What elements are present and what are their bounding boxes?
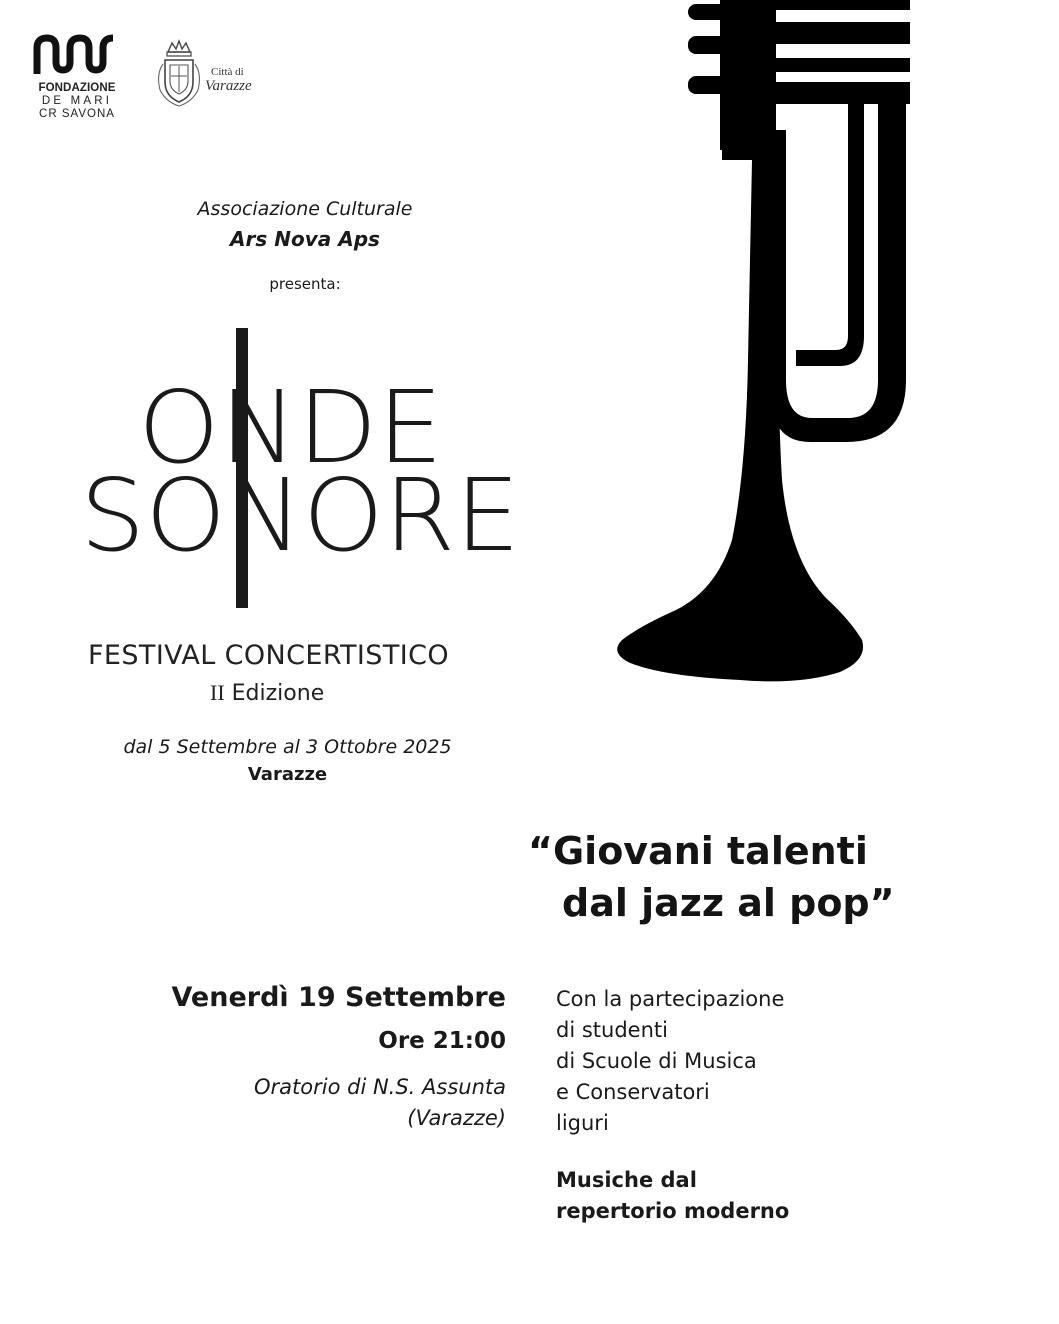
festival-dates: dal 5 Settembre al 3 Ottobre 2025 [123, 736, 452, 758]
edition-word: Edizione [231, 681, 325, 706]
repertoire-line: Musiche dal [556, 1168, 697, 1192]
association-label: Associazione Culturale [197, 198, 413, 220]
festival-edition [210, 680, 324, 706]
participation-line: liguri [556, 1111, 609, 1135]
varazze-crest-icon [154, 38, 204, 110]
association-name: Ars Nova Aps [230, 227, 380, 251]
event-time: Ore 21:00 [378, 1028, 506, 1054]
repertoire-text [556, 1165, 789, 1227]
event-venue [254, 1072, 506, 1134]
participation-line: e Conservatori [556, 1080, 710, 1104]
festival-title: FESTIVAL CONCERTISTICO [88, 640, 449, 671]
logo-word-onde: ONDE [138, 369, 443, 486]
participation-line: di Scuole di Musica [556, 1049, 757, 1073]
citta-line1: Città di [211, 66, 244, 78]
venue-line1: Oratorio di N.S. Assunta [254, 1075, 506, 1099]
citta-di-varazze-text [205, 66, 252, 94]
repertoire-line: repertorio moderno [556, 1199, 790, 1223]
participation-text [556, 984, 784, 1139]
concert-title-line2: dal jazz al pop” [562, 881, 895, 925]
edition-number: II [210, 680, 225, 705]
fondazione-de-mari-logo [33, 34, 121, 121]
fondazione-line3: CR SAVONA [39, 108, 115, 120]
presenta-label: presenta: [269, 275, 341, 293]
concert-title [528, 825, 968, 929]
participation-line: di studenti [556, 1018, 668, 1042]
citta-line2: Varazze [205, 78, 252, 94]
venue-line2: (Varazze) [407, 1106, 506, 1130]
wave-m-logo-icon [33, 34, 119, 78]
concert-title-line1: “Giovani talenti [528, 829, 868, 873]
trumpet-silhouette-icon [600, 0, 910, 690]
fondazione-line1: FONDAZIONE [38, 82, 116, 94]
event-date: Venerdì 19 Settembre [171, 982, 506, 1013]
festival-city: Varazze [247, 764, 328, 785]
onde-sonore-logo [78, 322, 523, 614]
logo-word-sonore: SONORE [80, 457, 520, 574]
participation-line: Con la partecipazione [556, 987, 785, 1011]
fondazione-line2: DE MARI [41, 95, 113, 107]
